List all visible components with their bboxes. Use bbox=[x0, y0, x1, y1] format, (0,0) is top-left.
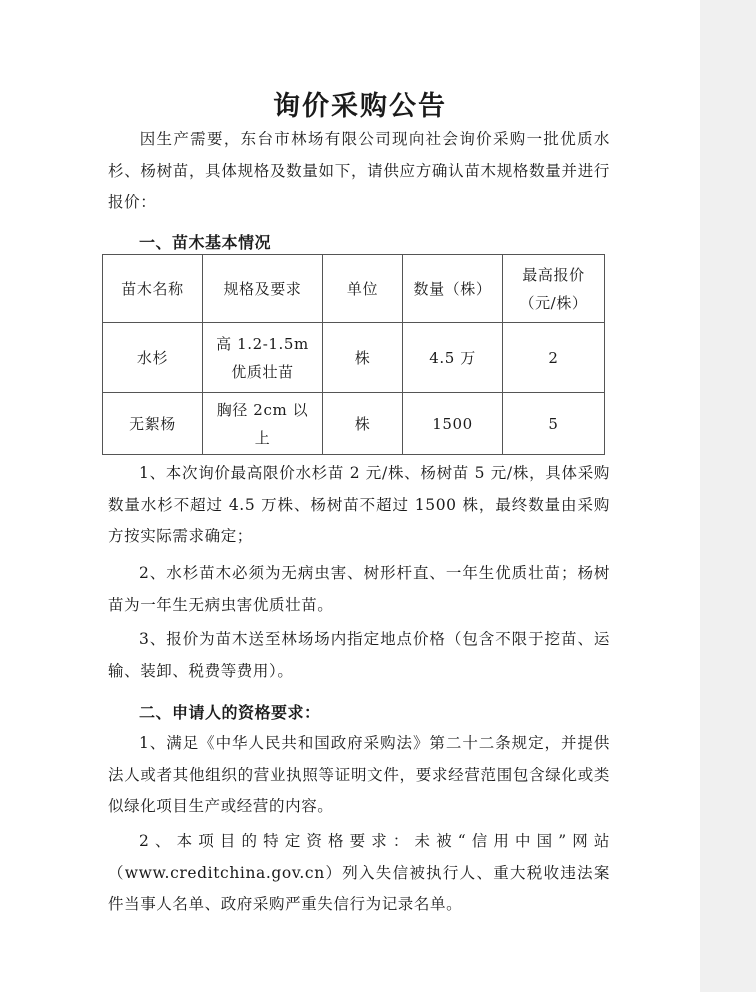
section2-heading: 二、申请人的资格要求： bbox=[139, 703, 321, 722]
intro-text: 因生产需要，东台市林场有限公司现向社会询价采购一批优质水杉、杨树苗，具体规格及数量如下，请供应方确认苗木规格数量并进行报价： bbox=[108, 130, 610, 211]
section1-item-1 bbox=[108, 458, 610, 553]
header-cell-price: 最高报价（元/株） bbox=[503, 255, 605, 323]
cell-unit: 株 bbox=[323, 323, 403, 393]
intro-paragraph bbox=[108, 124, 610, 219]
document-title: 询价采购公告 bbox=[273, 91, 447, 122]
header-cell-spec: 规格及要求 bbox=[203, 255, 323, 323]
section1-item-3 bbox=[108, 624, 610, 687]
section1-item-2 bbox=[108, 558, 610, 621]
seedling-table bbox=[102, 254, 605, 455]
item-text: 2、本项目的特定资格要求：未被“信用中国”网站（www.creditchina.gov.cn）列入失信被执行人、重大税收违法案件当事人名单、政府采购严重失信行为记录名单。 bbox=[108, 832, 610, 913]
item-text: 2、水杉苗木必须为无病虫害、树形杆直、一年生优质壮苗；杨树苗为一年生无病虫害优质壮苗。 bbox=[108, 564, 610, 614]
section1-heading: 一、苗木基本情况 bbox=[139, 233, 272, 252]
cell-price: 2 bbox=[503, 323, 605, 393]
header-cell-name: 苗木名称 bbox=[103, 255, 203, 323]
table-row bbox=[103, 323, 605, 393]
section2-item-1 bbox=[108, 728, 610, 823]
item-text: 1、满足《中华人民共和国政府采购法》第二十二条规定，并提供法人或者其他组织的营业执照等证明文件，要求经营范围包含绿化或类似绿化项目生产或经营的内容。 bbox=[108, 734, 610, 815]
cell-unit: 株 bbox=[323, 393, 403, 455]
header-cell-qty: 数量（株） bbox=[403, 255, 503, 323]
header-cell-unit: 单位 bbox=[323, 255, 403, 323]
section2-item-2 bbox=[108, 826, 610, 921]
cell-name: 水杉 bbox=[103, 323, 203, 393]
table-header-row bbox=[103, 255, 605, 323]
cell-price: 5 bbox=[503, 393, 605, 455]
cell-spec: 高 1.2-1.5m 优质壮苗 bbox=[203, 323, 323, 393]
item-text: 1、本次询价最高限价水杉苗 2 元/株、杨树苗 5 元/株，具体采购数量水杉不超过 4.5 万株、杨树苗不超过 1500 株，最终数量由采购方按实际需求确定； bbox=[108, 464, 610, 545]
cell-spec: 胸径 2cm 以上 bbox=[203, 393, 323, 455]
page-margin-strip bbox=[700, 0, 756, 992]
cell-name: 无絮杨 bbox=[103, 393, 203, 455]
table-row bbox=[103, 393, 605, 455]
cell-qty: 1500 bbox=[403, 393, 503, 455]
cell-qty: 4.5 万 bbox=[403, 323, 503, 393]
item-text: 3、报价为苗木送至林场场内指定地点价格（包含不限于挖苗、运输、装卸、税费等费用）。 bbox=[108, 630, 610, 680]
